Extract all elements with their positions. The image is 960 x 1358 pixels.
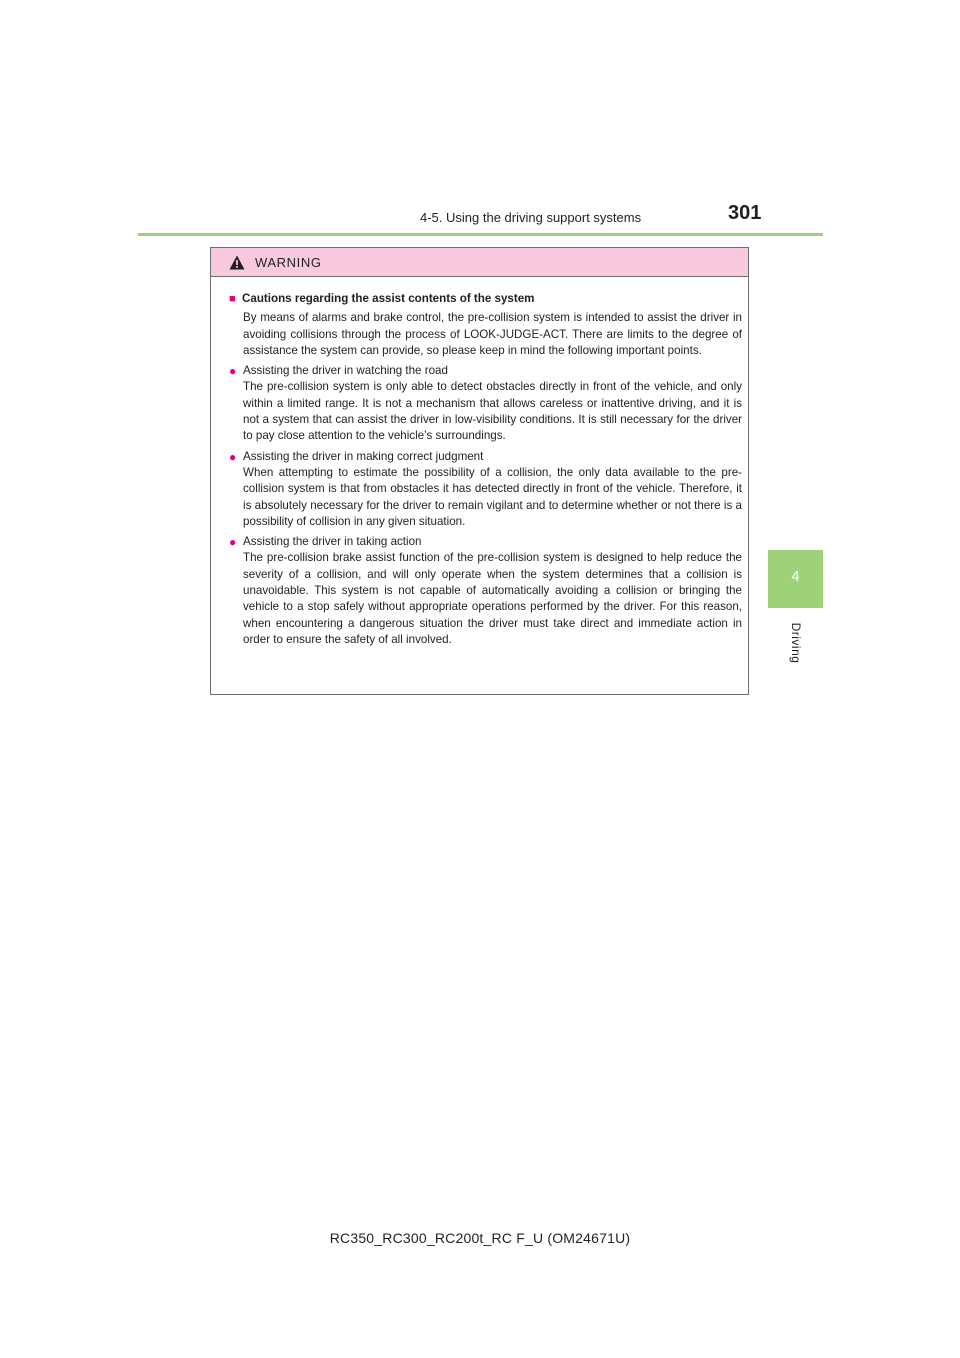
warning-triangle-icon bbox=[229, 255, 245, 270]
section-title: 4-5. Using the driving support systems bbox=[420, 210, 642, 225]
warning-body bbox=[211, 277, 748, 648]
bullet-text: When attempting to estimate the possibility of a collision, the only data available to the pre-collision system is that from obstacles it has detected directly in front of the vehicle. Therefore, it is absolutely necessary for the driver to remain vigilant and to determine whether or not there is a possibility of collision in any given situation. bbox=[243, 465, 742, 528]
section-heading bbox=[229, 291, 742, 307]
bullet-dot-icon: ● bbox=[229, 364, 237, 379]
chapter-label: Driving bbox=[789, 622, 803, 664]
list-item bbox=[229, 363, 742, 444]
bullet-text: The pre-collision brake assist function of the pre-collision system is designed to help reduce the severity of a collision, and will only operate when the system determines that a collision is unavoidable. This system is not capable of automatically avoiding a collision or bringing the vehicle to a stop safely without appropriate operations performed by the driver. For this reason, when encountering a dangerous situation the driver must take direct and immediate action in order to ensure the safety of all involved. bbox=[243, 551, 742, 646]
bullet-text: The pre-collision system is only able to detect obstacles directly in front of the vehicle, and only within a limited range. It is not a mechanism that allows careless or inattentive driving, and it is not a system that can assist the driver in low-visibility conditions. It is still necessary for the driver to pay close attention to the vehicle’s surroundings. bbox=[243, 380, 742, 443]
bullet-title: Assisting the driver in making correct judgment bbox=[243, 449, 484, 463]
intro-paragraph: By means of alarms and brake control, the pre-collision system is intended to assist the driver in avoiding collisions through the process of LOOK-JUDGE-ACT. There are limits to the degree of assistance the system can provide, so please keep in mind the following important points. bbox=[243, 311, 742, 357]
list-item bbox=[229, 449, 742, 530]
heading-text: Cautions regarding the assist contents of the system bbox=[242, 292, 535, 305]
warning-header bbox=[211, 248, 748, 277]
square-bullet-icon: ■ bbox=[229, 293, 236, 305]
bullet-title: Assisting the driver in watching the road bbox=[243, 364, 448, 378]
chapter-tab[interactable] bbox=[768, 550, 823, 608]
bullet-dot-icon: ● bbox=[229, 449, 237, 464]
header-divider bbox=[138, 233, 823, 236]
page-number: 301 bbox=[728, 202, 762, 224]
model-code-footer: RC350_RC300_RC200t_RC F_U (OM24671U) bbox=[329, 1230, 631, 1246]
warning-box bbox=[210, 247, 749, 695]
bullet-title: Assisting the driver in taking action bbox=[243, 535, 422, 549]
list-item bbox=[229, 534, 742, 648]
chapter-number: 4 bbox=[791, 568, 800, 585]
bullet-dot-icon: ● bbox=[229, 535, 237, 550]
warning-title: WARNING bbox=[255, 254, 322, 270]
